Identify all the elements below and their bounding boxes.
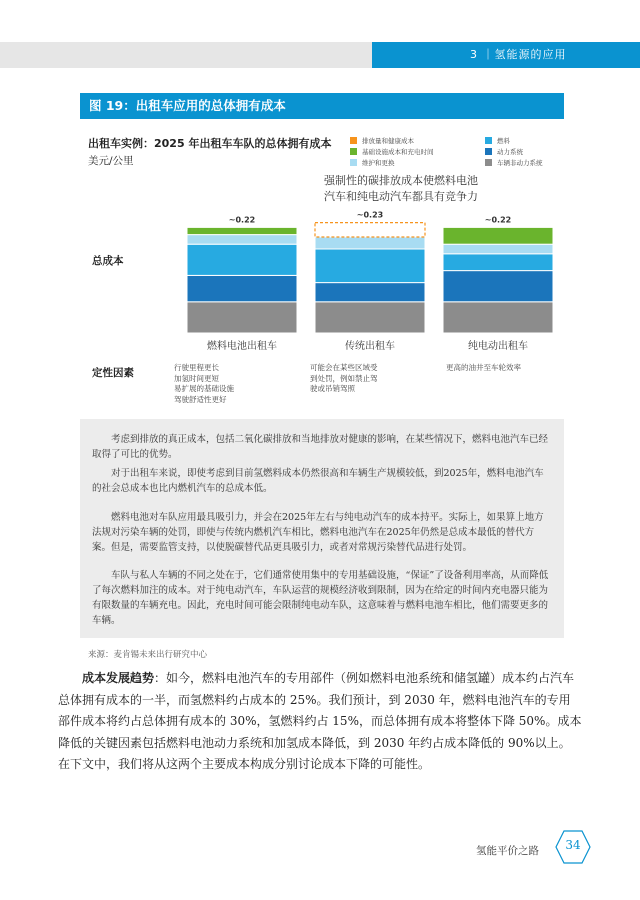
bar-segment (315, 283, 425, 302)
legend-label: 基础设施成本和充电时间 (362, 148, 434, 156)
legend-label: 燃料 (497, 137, 510, 145)
bar-total-label: ~0.22 (484, 215, 512, 225)
bar-total-label: ~0.22 (228, 215, 256, 225)
bar-segment (443, 227, 553, 244)
chart-title: 出租车实例：2025 年出租车车队的总体拥有成本 (88, 137, 332, 150)
bar-segment (187, 227, 297, 234)
bar-segment (443, 271, 553, 302)
bar-segment (187, 302, 297, 333)
figure-source: 来源：麦肯锡未来出行研究中心 (88, 650, 208, 660)
bar-segment (315, 223, 425, 237)
category-label: 传统出租车 (345, 341, 395, 352)
figure-paragraph: 燃料电池对车队应用最具吸引力，并会在2025年左右与纯电动汽车的成本持平。实际上，如果算上地方法规对污染车辆的处罚，即使与传统内燃机汽车相比，燃料电池汽车在2025年仍然是总成本最低的替代方案。但是，需要监管支持，以使脱碳替代品更具吸引力，或者对常规污染替代品进行处罚。 (92, 512, 544, 553)
body-lead: 成本发展趋势 (82, 671, 155, 685)
factor-electric-taxi: 更高的油井至车轮效率 (446, 363, 521, 372)
legend-label: 车辆非动力系统 (497, 159, 543, 167)
bar-segment (443, 244, 553, 254)
bar-segment (187, 244, 297, 275)
bar-segment (315, 237, 425, 249)
footer-title: 氢能平价之路 (476, 845, 539, 857)
figure-title: 图 19：出租车应用的总体拥有成本 (80, 93, 564, 119)
row-label-qualitative-factors: 定性因素 (92, 367, 134, 379)
bar-segment (187, 235, 297, 245)
bar-segment (187, 275, 297, 301)
figure-paragraph: 考虑到排放的真正成本，包括二氧化碳排放和当地排放对健康的影响，在某些情况下，燃料电池汽车已经取得了可比的优势。 (92, 434, 549, 460)
bar-total-label: ~0.23 (356, 210, 384, 220)
category-label: 燃料电池出租车 (207, 341, 277, 352)
stacked-bar-chart (80, 119, 564, 359)
row-label-total-cost: 总成本 (92, 255, 124, 267)
figure-paragraph: 对于出租车来说，即使考虑到目前氢燃料成本仍然很高和车辆生产规模较低，到2025年，燃料电池汽车的社会总成本也比内燃机汽车的总成本低。 (92, 468, 544, 494)
bar-segment (315, 302, 425, 333)
bar-segment (443, 254, 553, 271)
bar-segment (443, 302, 553, 333)
page-number: 34 (565, 838, 581, 852)
legend-label: 动力系统 (497, 148, 523, 156)
chart-callout: 强制性的碳排放成本使燃料电池汽车和纯电动汽车都具有竞争力 (324, 174, 478, 203)
legend-label: 维护和更换 (362, 159, 395, 167)
chart-unit: 美元/公里 (88, 155, 134, 167)
legend-label: 排放量和健康成本 (362, 137, 414, 145)
body-text: ：如今，燃料电池汽车的专用部件（例如燃料电池系统和储氢罐）成本约占汽车总体拥有成本的一半，而氢燃料约占成本的 25%。我们预计，到 2030 年，燃料电池汽车的专用部件成本将约占总体拥有成本的 30%，氢燃料约占 15%，而总体拥有成本将整体下降 50%。成本降低的关键因素包括燃料电池动力系统和加氢成本降低，到 2030 年约占成本降低的 90%以上。在下文中，我们将从这两个主要成本构成分别讨论成本下降的可能性。 (58, 671, 582, 771)
category-label: 纯电动出租车 (468, 341, 528, 352)
factor-fuel-cell-taxi: 行驶里程更长 加氢时间更短 易扩展的基础设施 驾驶舒适性更好 (174, 363, 234, 404)
bar-segment (315, 249, 425, 283)
factor-conventional-taxi: 可能会在某些区域受 到处罚，例如禁止驾 驶或吊销驾照 (310, 363, 378, 393)
figure-paragraph: 车队与私人车辆的不同之处在于，它们通常使用集中的专用基础设施，“保证”了设备利用率高，从而降低了每次燃料加注的成本。对于纯电动汽车，车队运营的规模经济收到限制，因为在给定的时间内充电器只能为有限数量的车辆充电。因此，充电时间可能会限制纯电动车队，这意味着与燃料电池车相比，他们需要更多的车辆。 (92, 570, 549, 626)
section-title: 3 ｜氢能源的应用 (470, 48, 567, 61)
body-paragraph (58, 668, 582, 776)
